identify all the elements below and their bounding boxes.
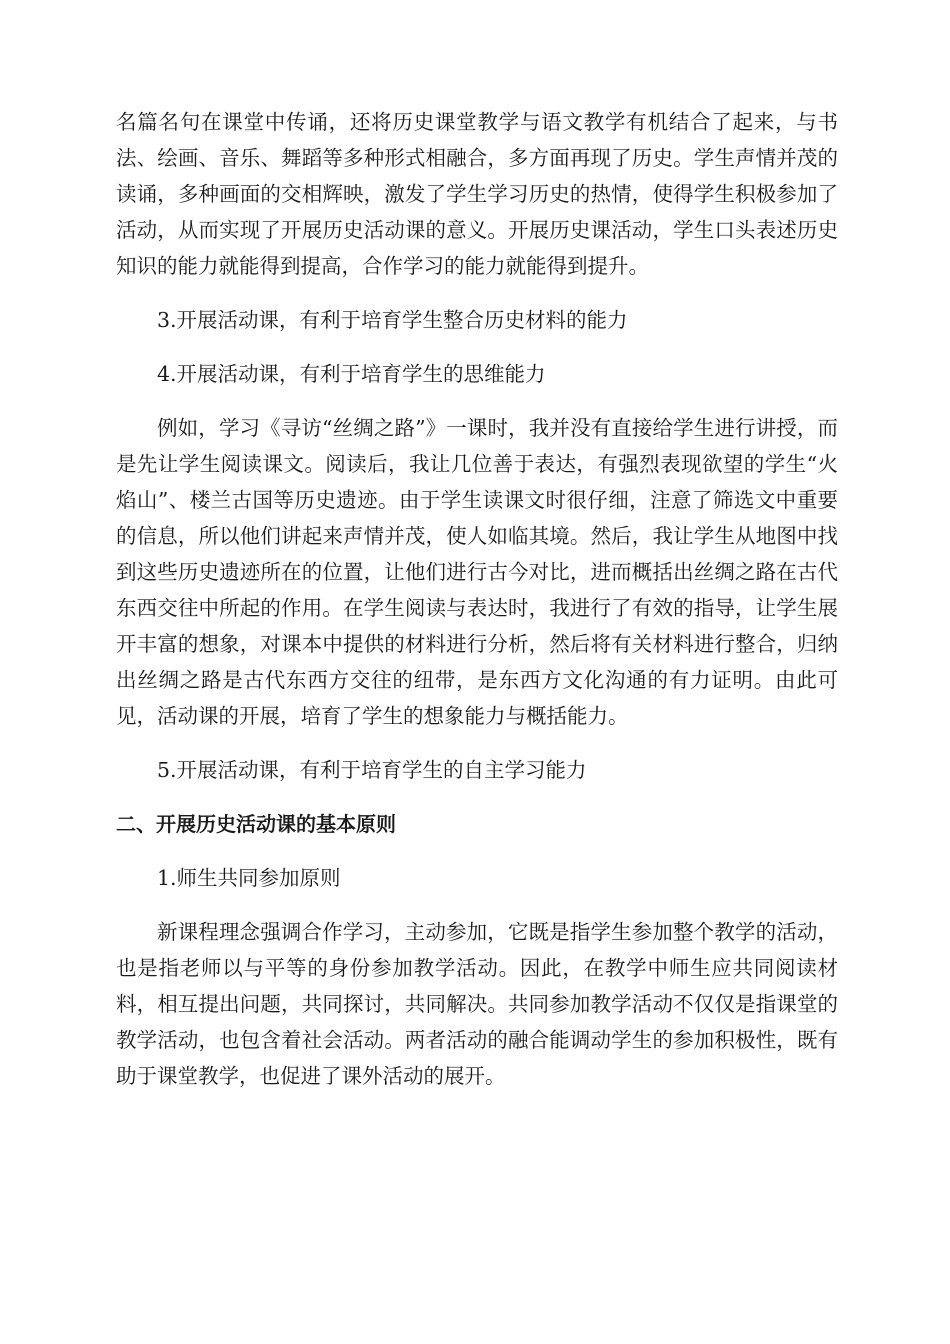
section-heading-principles: 二、开展历史活动课的基本原则: [116, 812, 396, 836]
document-page: [116, 104, 838, 1094]
list-item-3: 3.开展活动课，有利于培育学生整合历史材料的能力: [157, 308, 628, 332]
paragraph-silk-road-example: 例如，学习《寻访“丝绸之路”》一课时，我并没有直接给学生进行讲授，而是先让学生阅读课文。阅读后，我让几位善于表达，有强烈表现欲望的学生“火焰山”、楼兰古国等历史遗迹。由于学生读课文时很仔细，注意了筛选文中重要的信息，所以他们讲起来声情并茂，使人如临其境。然后，我让学生从地图中找到这些历史遗迹所在的位置，让他们进行古今对比，进而概括出丝绸之路在古代东西交往中所起的作用。在学生阅读与表达时，我进行了有效的指导，让学生展开丰富的想象，对课本中提供的材料进行分析，然后将有关材料进行整合，归纳出丝绸之路是古代东西方交往的纽带，是东西方文化沟通的有力证明。由此可见，活动课的开展，培育了学生的想象能力与概括能力。: [116, 416, 838, 728]
subheading-principle-1: 1.师生共同参加原则: [157, 866, 341, 890]
list-item-4: 4.开展活动课，有利于培育学生的思维能力: [157, 362, 546, 386]
paragraph-continuation: 名篇名句在课堂中传诵，还将历史课堂教学与语文教学有机结合了起来，与书法、绘画、音乐、舞蹈等多种形式相融合，多方面再现了历史。学生声情并茂的读诵，多种画面的交相辉映，激发了学生学习历史的热情，使得学生积极参加了活动，从而实现了开展历史活动课的意义。开展历史课活动，学生口头表述历史知识的能力就能得到提高，合作学习的能力就能得到提升。: [116, 110, 838, 278]
list-item-5: 5.开展活动课，有利于培育学生的自主学习能力: [157, 758, 587, 782]
paragraph-cooperation: 新课程理念强调合作学习，主动参加，它既是指学生参加整个教学的活动，也是指老师以与平等的身份参加教学活动。因此，在教学中师生应共同阅读材料，相互提出问题，共同探讨，共同解决。共同参加教学活动不仅仅是指课堂的教学活动，也包含着社会活动。两者活动的融合能调动学生的参加积极性，既有助于课堂教学，也促进了课外活动的展开。: [116, 920, 838, 1088]
